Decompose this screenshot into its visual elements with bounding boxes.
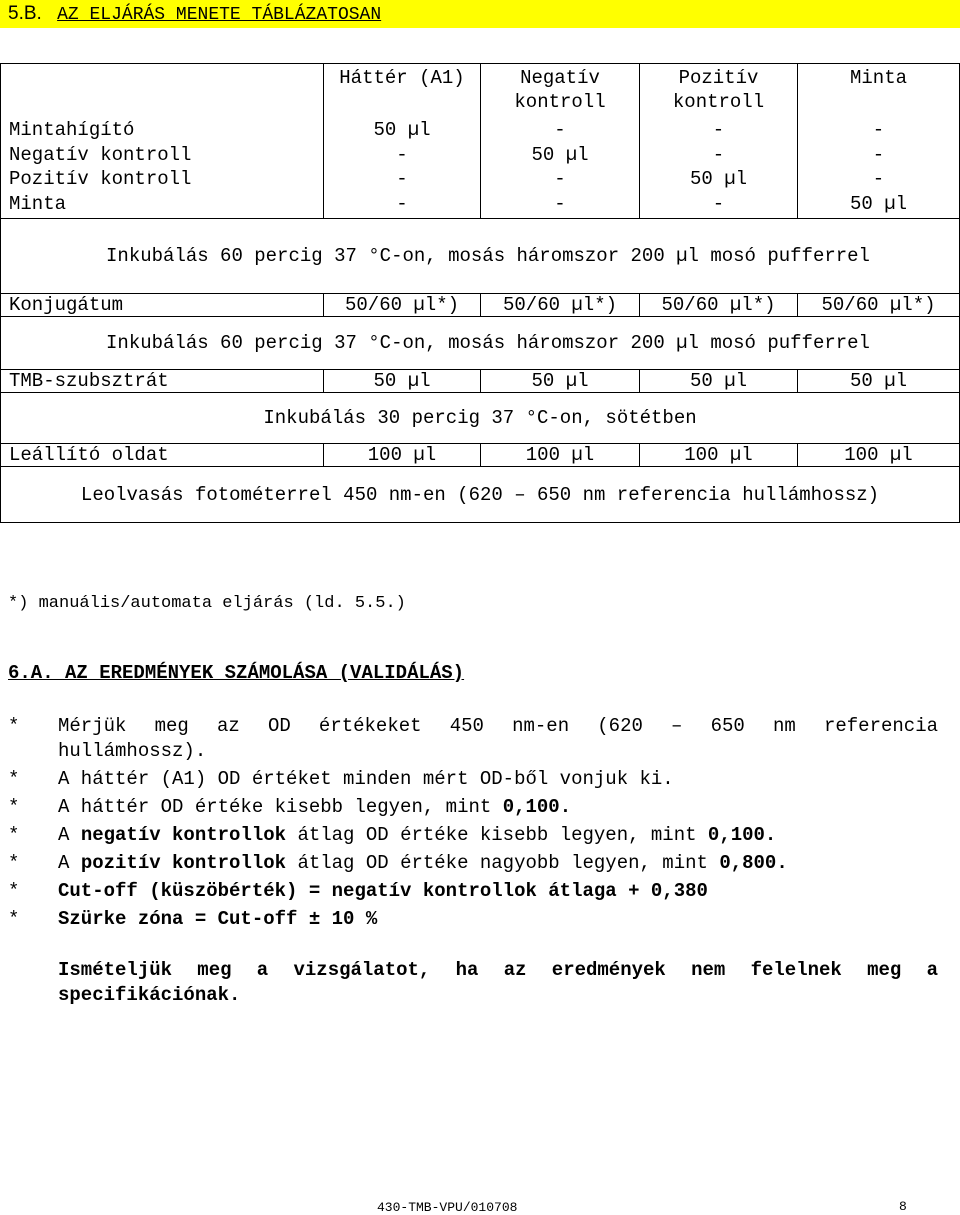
page-number: 8 bbox=[899, 1199, 907, 1214]
table-header-row bbox=[1, 64, 960, 119]
stop-value: 100 µl bbox=[324, 444, 481, 467]
conjugate-label: Konjugátum bbox=[1, 294, 324, 317]
tmb-value: 50 µl bbox=[798, 370, 960, 393]
tmb-label: TMB-szubsztrát bbox=[1, 370, 324, 393]
bullet-star: * bbox=[8, 796, 20, 818]
bullet-item: * A negatív kontrollok átlag OD értéke kisebb legyen, mint 0,100. bbox=[8, 824, 777, 846]
incubation-row-2 bbox=[1, 317, 960, 370]
bullet-star: * bbox=[8, 715, 20, 737]
incubation-row-1 bbox=[1, 219, 960, 294]
bullet-item: * Mérjük meg az OD értékeket 450 nm-en (620 – 650 nm referencia hullámhossz). bbox=[8, 715, 938, 762]
section-number: 5.B. bbox=[8, 3, 42, 24]
bullet-star: * bbox=[8, 852, 20, 874]
stop-label: Leállító oldat bbox=[1, 444, 324, 467]
tmb-row bbox=[1, 370, 960, 393]
incubation-row-3 bbox=[1, 393, 960, 444]
header-cell-background: Háttér (A1) bbox=[324, 64, 481, 119]
section-heading: AZ ELJÁRÁS MENETE TÁBLÁZATOSAN bbox=[57, 5, 382, 25]
stop-value: 100 µl bbox=[798, 444, 960, 467]
section-title bbox=[0, 0, 960, 28]
bullet-star: * bbox=[8, 908, 20, 930]
conjugate-value: 50/60 µl*) bbox=[798, 294, 960, 317]
procedure-table bbox=[0, 63, 960, 523]
incubation-text-1: Inkubálás 60 percig 37 °C-on, mosás háromszor 200 µl mosó pufferrel bbox=[106, 245, 870, 267]
incubation-text-2: Inkubálás 60 percig 37 °C-on, mosás háromszor 200 µl mosó pufferrel bbox=[106, 332, 870, 354]
reagent-col-positive: - - 50 µl - bbox=[640, 118, 798, 219]
header-cell-sample: Minta bbox=[798, 64, 960, 119]
stop-value: 100 µl bbox=[640, 444, 798, 467]
header-cell-positive: Pozitív kontroll bbox=[640, 64, 798, 119]
tmb-value: 50 µl bbox=[640, 370, 798, 393]
table-footnote: *) manuális/automata eljárás (ld. 5.5.) bbox=[8, 594, 406, 613]
conjugate-value: 50/60 µl*) bbox=[324, 294, 481, 317]
closing-note: Ismételjük meg a vizsgálatot, ha az eredmények nem felelnek meg a specifikációnak. bbox=[58, 959, 938, 1006]
bullet-item: * A háttér (A1) OD értéket minden mért OD-ből vonjuk ki. bbox=[8, 768, 674, 790]
incubation-text-3: Inkubálás 30 percig 37 °C-on, sötétben bbox=[263, 407, 697, 429]
results-heading: 6.A. AZ EREDMÉNYEK SZÁMOLÁSA (VALIDÁLÁS) bbox=[8, 662, 465, 684]
reagent-col-negative: - 50 µl - - bbox=[481, 118, 640, 219]
bullet-star: * bbox=[8, 768, 20, 790]
results-bullet-list bbox=[8, 714, 938, 932]
header-cell-negative: Negatív kontroll bbox=[481, 64, 640, 119]
reading-row bbox=[1, 467, 960, 523]
bullet-star: * bbox=[8, 880, 20, 902]
reading-text: Leolvasás fotométerrel 450 nm-en (620 – 650 nm referencia hullámhossz) bbox=[80, 483, 880, 506]
bullet-item: * Szürke zóna = Cut-off ± 10 % bbox=[8, 908, 378, 930]
stop-row bbox=[1, 444, 960, 467]
conjugate-value: 50/60 µl*) bbox=[640, 294, 798, 317]
header-empty-cell bbox=[1, 64, 324, 119]
conjugate-row bbox=[1, 294, 960, 317]
bullet-item: * Cut-off (küszöbérték) = negatív kontrollok átlaga + 0,380 bbox=[8, 880, 708, 902]
bullet-star: * bbox=[8, 824, 20, 846]
bullet-item: * A pozitív kontrollok átlag OD értéke nagyobb legyen, mint 0,800. bbox=[8, 852, 788, 874]
conjugate-value: 50/60 µl*) bbox=[481, 294, 640, 317]
reagent-matrix-row bbox=[1, 118, 960, 219]
reagent-labels: Mintahígító Negatív kontroll Pozitív kontroll Minta bbox=[1, 118, 324, 219]
tmb-value: 50 µl bbox=[481, 370, 640, 393]
stop-value: 100 µl bbox=[481, 444, 640, 467]
bullet-item: * A háttér OD értéke kisebb legyen, mint 0,100. bbox=[8, 796, 572, 818]
document-code: 430-TMB-VPU/010708 bbox=[377, 1200, 518, 1215]
tmb-value: 50 µl bbox=[324, 370, 481, 393]
reagent-col-sample: - - - 50 µl bbox=[798, 118, 960, 219]
reagent-col-background: 50 µl - - - bbox=[324, 118, 481, 219]
